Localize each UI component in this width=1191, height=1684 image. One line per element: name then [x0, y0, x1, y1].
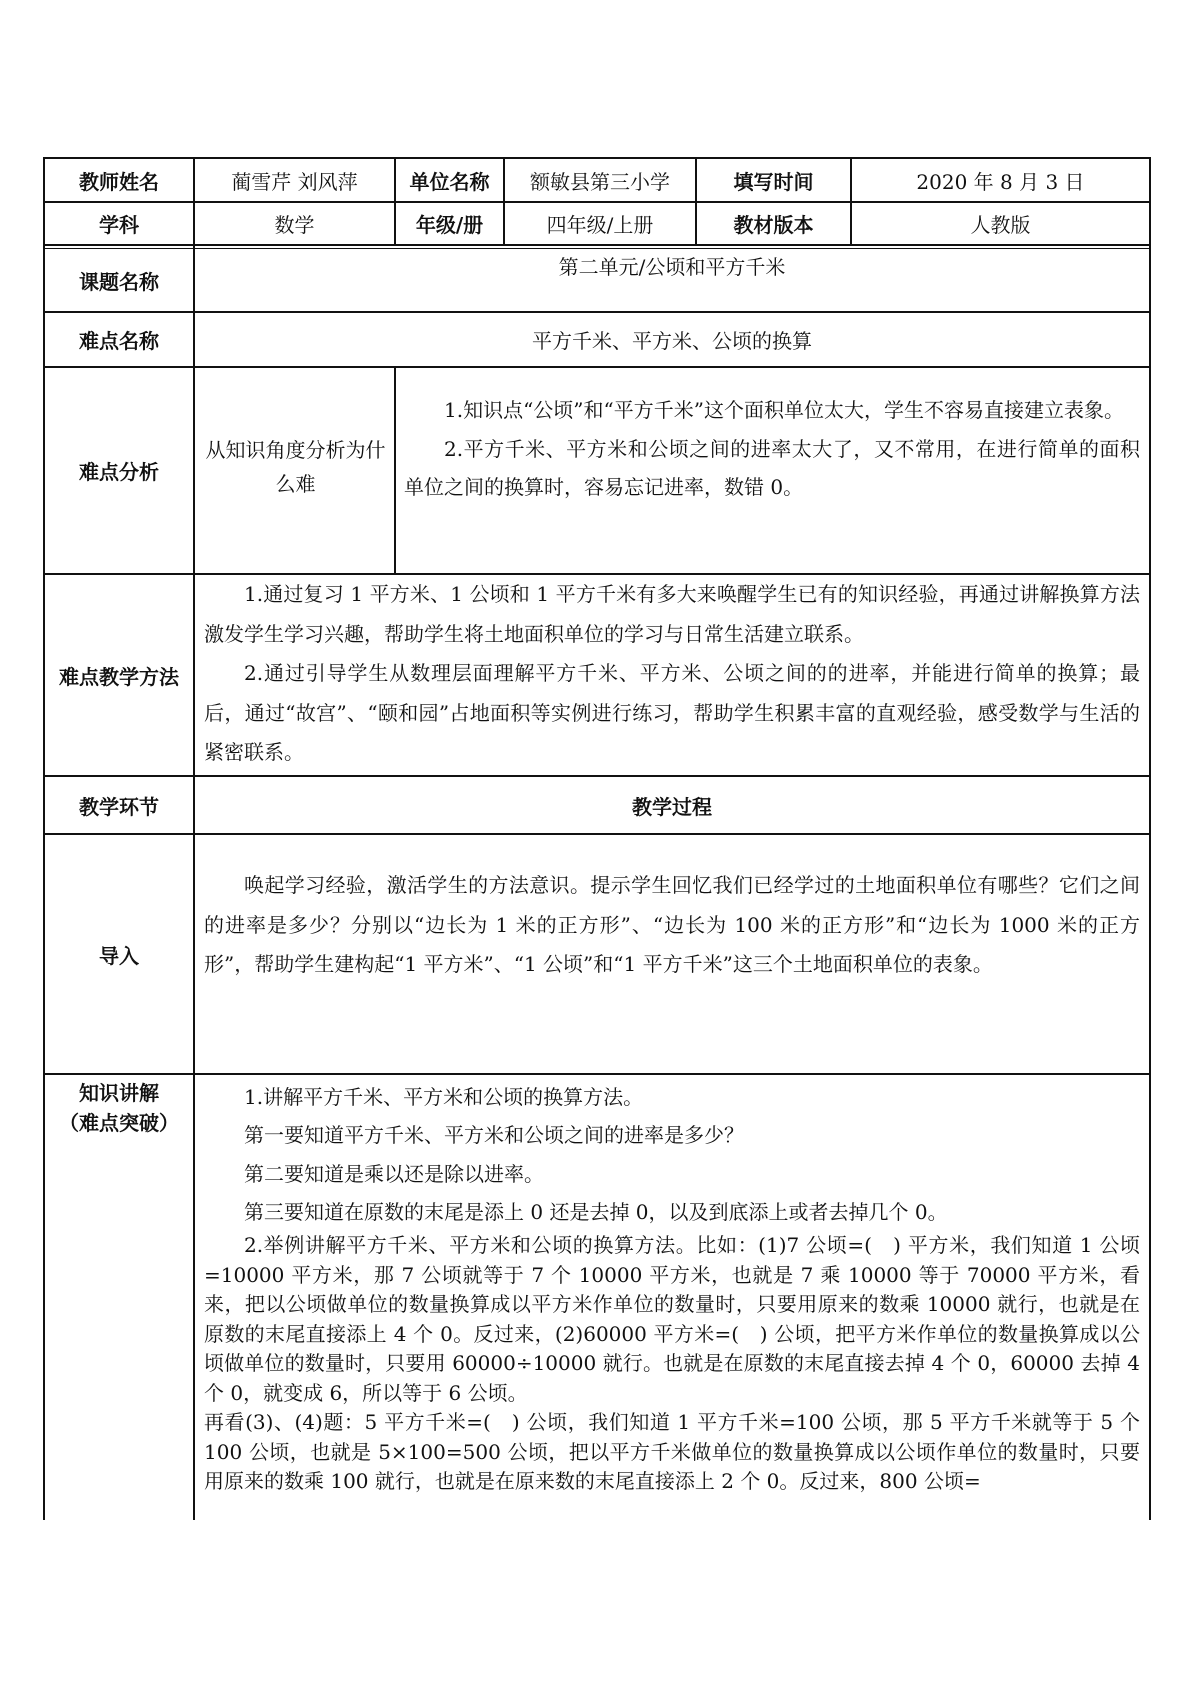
explain-example-2: 再看(3)、(4)题：5 平方千米=( ) 公顷，我们知道 1 平方千米=100 公顷，那 5 平方千米就等于 5 个 100 公顷，也就是 5×100=500 公顷，把以平方千米做单位的数量换算成以公顷作单位的数量时，只要用原来的数乘 100 就行，也就是在原来数的末尾直接添上 2 个 0。反过来，800 公顷= — [204, 1410, 1140, 1494]
unit-value: 额敏县第三小学 — [530, 169, 670, 194]
explain-label-line-2: （难点突破） — [59, 1111, 179, 1135]
explain-label — [45, 1078, 193, 1138]
explain-example-1: 2.举例讲解平方千米、平方米和公顷的换算方法。比如：(1)7 公顷=( ) 平方米，我们知道 1 公顷=10000 平方米，那 7 公顷就等于 7 个 10000 平方米，也就是 7 乘 10000 等于 70000 平方米，看来，把以公顷做单位的数量换算成以平方米作单位的数量时，只要用原来的数乘 10000 就行，也就是在原数的末尾直接添上 4 个 0。反过来，(2)60000 平方米=( ) 公顷，把平方米作单位的数量换算成以公顷做单位的数量时，只要用 60000÷10000 就行。也就是在原数的末尾直接去掉 4 个 0，60000 去掉 4 个 0，就变成 6，所以等于 6 公顷。 — [204, 1233, 1140, 1405]
topic-label: 课题名称 — [79, 269, 159, 294]
subject-label: 学科 — [99, 213, 139, 237]
process-stage-header: 教学环节 — [79, 794, 159, 819]
intro-text: 唤起学习经验，激活学生的方法意识。提示学生回忆我们已经学过的土地面积单位有哪些？它们之间的进率是多少？分别以“边长为 1 米的正方形”、“边长为 100 米的正方形”和“边长为 1000 米的正方形”，帮助学生建构起“1 平方米”、“1 公顷”和“1 平方千米”这三个土地面积单位的表象。 — [204, 873, 1140, 976]
method-point-2: 2.通过引导学生从数理层面理解平方千米、平方米、公顷之间的的进率，并能进行简单的换算；最后，通过“故宫”、“颐和园”占地面积等实例进行练习，帮助学生积累丰富的直观经验，感受数学与生活的紧密联系。 — [204, 661, 1140, 764]
intro-label: 导入 — [99, 943, 139, 968]
teacher-value: 蔺雪芹 刘风萍 — [231, 169, 358, 194]
edition-value: 人教版 — [970, 213, 1031, 237]
explain-label-line-1: 知识讲解 — [79, 1081, 159, 1105]
explain-line-2: 第一要知道平方千米、平方米和公顷之间的进率是多少？ — [244, 1123, 744, 1148]
method-point-1: 1.通过复习 1 平方米、1 公顷和 1 平方千米有多大来唤醒学生已有的知识经验，再通过讲解换算方法激发学生学习兴趣，帮助学生将土地面积单位的学习与日常生活建立联系。 — [204, 582, 1140, 646]
analysis-sub-label: 从知识角度分析为什么难 — [205, 437, 386, 496]
analysis-content — [404, 391, 1140, 507]
explain-content — [204, 1078, 1140, 1497]
explain-line-4: 第三要知道在原数的末尾是添上 0 还是去掉 0，以及到底添上或者去掉几个 0。 — [244, 1199, 948, 1224]
unit-label: 单位名称 — [409, 169, 490, 194]
date-value: 2020 年 8 月 3 日 — [916, 169, 1085, 194]
analysis-point-1: 1.知识点“公顷”和“平方千米”这个面积单位太大，学生不容易直接建立表象。 — [444, 398, 1124, 422]
analysis-point-2: 2.平方千米、平方米和公顷之间的进率太大了，又不常用，在进行简单的面积单位之间的换算时，容易忘记进率，数错 0。 — [404, 436, 1140, 499]
method-label: 难点教学方法 — [59, 664, 179, 689]
teacher-label: 教师姓名 — [79, 169, 159, 194]
difficulty-label: 难点名称 — [79, 329, 159, 353]
difficulty-value: 平方千米、平方米、公顷的换算 — [532, 329, 812, 353]
topic-value: 第二单元/公顷和平方千米 — [558, 255, 786, 279]
process-content-header: 教学过程 — [632, 794, 712, 819]
date-label: 填写时间 — [733, 169, 814, 194]
grade-value: 四年级/上册 — [546, 213, 654, 237]
explain-line-3: 第二要知道是乘以还是除以进率。 — [244, 1161, 544, 1186]
analysis-label: 难点分析 — [79, 460, 159, 484]
intro-content — [204, 866, 1140, 985]
edition-label: 教材版本 — [733, 213, 814, 237]
subject-value: 数学 — [274, 213, 315, 237]
grade-label: 年级/册 — [415, 213, 484, 237]
method-content — [204, 575, 1140, 773]
explain-line-1: 1.讲解平方千米、平方米和公顷的换算方法。 — [244, 1085, 644, 1109]
